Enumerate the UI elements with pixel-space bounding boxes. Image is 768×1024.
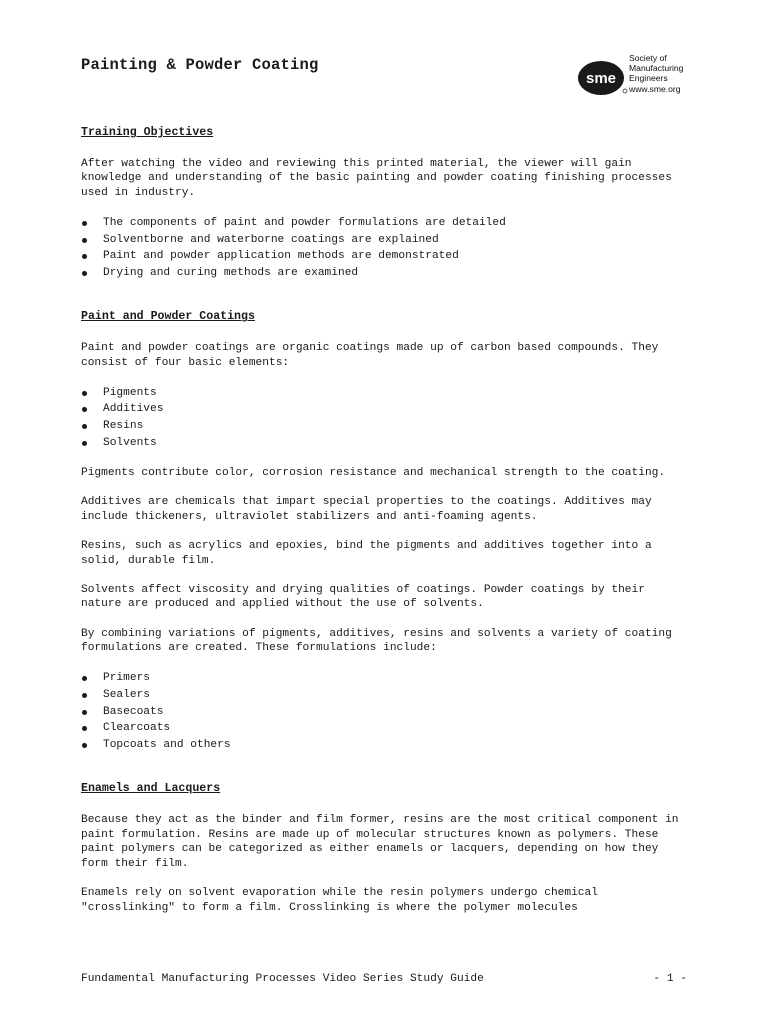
- elements-list: [81, 385, 691, 451]
- list-item-text: Clearcoats: [103, 722, 171, 735]
- paragraph: Resins, such as acrylics and epoxies, bind the pigments and additives together into a solid, durable film.: [81, 540, 652, 567]
- bullet-icon: [82, 710, 87, 715]
- bullet-icon: [82, 391, 87, 396]
- list-item: [81, 720, 691, 737]
- paragraph: After watching the video and reviewing this printed material, the viewer will gain knowledge and understanding of the basic painting and powder coating finishing processes used in industry.: [81, 157, 672, 199]
- list-item-text: Solvents: [103, 436, 157, 449]
- bullet-icon: [82, 271, 87, 276]
- bullet-icon: [82, 726, 87, 731]
- paragraph: By combining variations of pigments, additives, resins and solvents a variety of coating formulations are created. These formulations include:: [81, 627, 672, 655]
- list-item: [81, 385, 691, 402]
- list-item: [81, 248, 691, 265]
- list-item: [81, 435, 691, 452]
- list-item-text: The components of paint and powder formulations are detailed: [103, 216, 506, 229]
- list-item: [81, 737, 691, 754]
- paragraph: Solvents affect viscosity and drying qualities of coatings. Powder coatings by their nature are produced and applied without the use of solvents.: [81, 583, 645, 611]
- formulations-list: [81, 670, 691, 753]
- document-body: [81, 126, 691, 930]
- list-item: [81, 265, 691, 282]
- list-item-text: Solventborne and waterborne coatings are explained: [103, 233, 439, 246]
- objectives-list: [81, 215, 691, 281]
- logo-mark-text: sme: [585, 70, 617, 87]
- bullet-icon: [82, 407, 87, 412]
- list-item-text: Primers: [103, 672, 150, 685]
- bullet-icon: [82, 676, 87, 681]
- list-item: [81, 232, 691, 249]
- list-item-text: Paint and powder application methods are demonstrated: [103, 250, 459, 263]
- list-item: [81, 704, 691, 721]
- list-item-text: Resins: [103, 419, 144, 432]
- bullet-icon: [82, 693, 87, 698]
- bullet-icon: [82, 441, 87, 446]
- paragraph: Pigments contribute color, corrosion resistance and mechanical strength to the coating.: [81, 467, 666, 480]
- bullet-icon: [82, 743, 87, 748]
- footer-series-title: Fundamental Manufacturing Processes Video Series Study Guide: [81, 973, 484, 985]
- bullet-icon: [82, 254, 87, 259]
- list-item-text: Topcoats and others: [103, 738, 231, 751]
- sme-logo: [577, 53, 697, 99]
- section-heading-enamels: Enamels and Lacquers: [81, 782, 221, 796]
- paragraph: Enamels rely on solvent evaporation while the resin polymers undergo chemical "crosslinking" to form a film. Crosslinking is where the polymer molecules: [81, 886, 598, 914]
- logo-text: [629, 53, 683, 94]
- bullet-icon: [82, 424, 87, 429]
- bullet-icon: [82, 221, 87, 226]
- sme-logo-icon: [577, 58, 629, 98]
- section-heading-paint: Paint and Powder Coatings: [81, 310, 255, 324]
- bullet-icon: [82, 238, 87, 243]
- paragraph: Because they act as the binder and film former, resins are the most critical component in paint formulation. Resins are made up of molecular structures known as polymers. These paint polymers can be categorized as either enamels or lacquers, depending on how they form their film.: [81, 813, 679, 870]
- logo-line: Engineers: [629, 73, 668, 84]
- list-item: [81, 401, 691, 418]
- page-number: - 1 -: [653, 973, 687, 985]
- list-item-text: Drying and curing methods are examined: [103, 266, 359, 279]
- list-item-text: Sealers: [103, 689, 150, 701]
- section-heading-training: Training Objectives: [81, 126, 214, 139]
- page-footer: [81, 973, 687, 985]
- logo-line: Manufacturing: [629, 63, 684, 74]
- list-item: [81, 687, 691, 704]
- list-item: [81, 418, 691, 435]
- list-item: [81, 215, 691, 232]
- paragraph: Paint and powder coatings are organic coatings made up of carbon based compounds. They consist of four basic elements:: [81, 341, 659, 369]
- logo-url: www.sme.org: [629, 83, 681, 94]
- list-item-text: Pigments: [103, 386, 157, 399]
- list-item: [81, 670, 691, 687]
- page-title: Painting & Powder Coating: [81, 56, 319, 74]
- list-item-text: Additives: [103, 403, 164, 416]
- paragraph: Additives are chemicals that impart special properties to the coatings. Additives may include thickeners, ultraviolet stabilizers and anti-foaming agents.: [81, 496, 652, 523]
- list-item-text: Basecoats: [103, 705, 164, 718]
- logo-line: Society of: [629, 53, 667, 63]
